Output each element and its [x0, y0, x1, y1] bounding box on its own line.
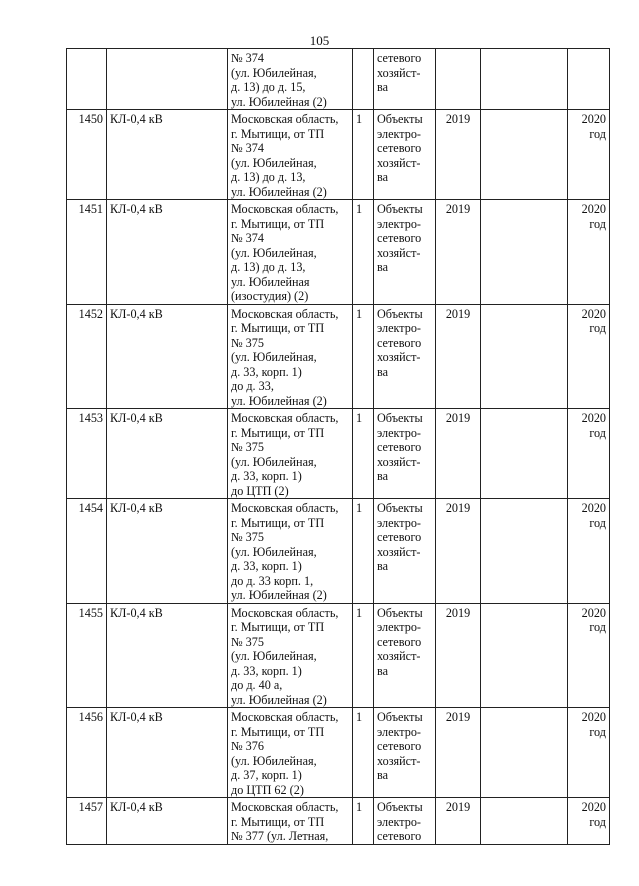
object-type: КЛ-0,4 кВ [107, 200, 228, 305]
address-line: ул. Юбилейная (2) [231, 393, 327, 408]
address-line: Московская область, [231, 710, 339, 724]
category-line: сетевого [377, 335, 422, 350]
address-line: (ул. Юбилейная, [231, 245, 317, 260]
object-category [374, 409, 436, 499]
address-line: д. 13) до д. 13, [231, 170, 306, 184]
address-line: (ул. Юбилейная, [231, 65, 317, 80]
address-line: (ул. Юбилейная, [231, 753, 317, 768]
address-line: Московская область, [231, 112, 339, 126]
object-address [228, 49, 353, 110]
category-line: ва [377, 364, 389, 379]
category-line: сетевого [377, 829, 422, 843]
category-line: сетевого [377, 231, 422, 245]
quantity: 1 [353, 409, 374, 499]
address-line: (ул. Юбилейная, [231, 649, 317, 663]
object-category [374, 110, 436, 200]
empty-cell [481, 798, 568, 845]
planned-year-line: 2020 [581, 501, 606, 515]
object-address [228, 798, 353, 845]
registry-table [66, 48, 610, 845]
page-number: 105 [309, 33, 330, 48]
planned-year [568, 499, 610, 604]
category-line: Объекты [377, 605, 423, 620]
year: 2019 [436, 304, 481, 409]
address-line: № 375 [231, 530, 264, 544]
category-line: хозяйст- [377, 65, 421, 80]
address-line: ул. Юбилейная (2) [231, 588, 327, 602]
quantity: 1 [353, 798, 374, 845]
registry-rows [67, 49, 610, 845]
planned-year-line: год [589, 216, 606, 231]
address-line: д. 33, корп. 1) [231, 663, 302, 678]
row-number: 1450 [67, 110, 107, 200]
row-number: 1451 [67, 200, 107, 305]
table-row [67, 708, 610, 798]
address-line: № 377 (ул. Летная, [231, 829, 329, 843]
category-line: электро- [377, 724, 421, 739]
row-number [67, 49, 107, 110]
planned-year [568, 409, 610, 499]
address-line: г. Мытищи, от ТП [231, 216, 325, 231]
address-line: (ул. Юбилейная, [231, 454, 317, 469]
category-line: ва [377, 559, 389, 573]
address-line: д. 33, корп. 1) [231, 559, 302, 573]
object-type: КЛ-0,4 кВ [107, 798, 228, 845]
category-line: хозяйст- [377, 155, 421, 170]
category-line: сетевого [377, 141, 422, 155]
table-row [67, 200, 610, 305]
planned-year [568, 304, 610, 409]
table-row [67, 603, 610, 708]
year: 2019 [436, 499, 481, 604]
planned-year-line: 2020 [581, 306, 606, 321]
object-category [374, 603, 436, 708]
planned-year-line: год [589, 321, 606, 335]
table-row [67, 409, 610, 499]
object-type: КЛ-0,4 кВ [107, 603, 228, 708]
object-address [228, 708, 353, 798]
category-line: сетевого [377, 634, 422, 649]
address-line: (ул. Юбилейная, [231, 350, 317, 364]
table-row [67, 798, 610, 845]
address-line: № 374 [231, 51, 264, 65]
object-type: КЛ-0,4 кВ [107, 409, 228, 499]
table-row [67, 304, 610, 409]
quantity: 1 [353, 304, 374, 409]
category-line: ва [377, 260, 389, 274]
category-line: Объекты [377, 501, 423, 515]
planned-year-line: 2020 [581, 411, 606, 425]
address-line: д. 33, корп. 1) [231, 469, 302, 483]
quantity: 1 [353, 603, 374, 708]
quantity: 1 [353, 110, 374, 200]
category-line: электро- [377, 216, 421, 231]
empty-cell [481, 409, 568, 499]
category-line: ва [377, 170, 389, 184]
empty-cell [481, 200, 568, 305]
category-line: сетевого [377, 530, 422, 544]
object-category [374, 798, 436, 845]
address-line: г. Мытищи, от ТП [231, 425, 325, 440]
category-line: хозяйст- [377, 544, 421, 559]
category-line: Объекты [377, 800, 423, 814]
category-line: сетевого [377, 739, 422, 753]
address-line: Московская область, [231, 800, 339, 814]
quantity: 1 [353, 708, 374, 798]
address-line: до ЦТП 62 (2) [231, 782, 304, 797]
planned-year-line: 2020 [581, 710, 606, 724]
object-category [374, 304, 436, 409]
address-line: г. Мытищи, от ТП [231, 515, 325, 530]
object-category [374, 200, 436, 305]
object-address [228, 409, 353, 499]
category-line: ва [377, 469, 389, 483]
table-row [67, 499, 610, 604]
object-category [374, 499, 436, 604]
quantity [353, 49, 374, 110]
empty-cell [481, 708, 568, 798]
year [436, 49, 481, 110]
category-line: сетевого [377, 440, 422, 454]
year: 2019 [436, 110, 481, 200]
address-line: Московская область, [231, 501, 339, 515]
object-address [228, 110, 353, 200]
planned-year [568, 49, 610, 110]
row-number: 1455 [67, 603, 107, 708]
row-number: 1456 [67, 708, 107, 798]
address-line: ул. Юбилейная (2) [231, 94, 327, 109]
category-line: ва [377, 663, 389, 678]
empty-cell [481, 304, 568, 409]
address-line: г. Мытищи, от ТП [231, 724, 325, 739]
category-line: хозяйст- [377, 245, 421, 260]
address-line: № 375 [231, 440, 264, 454]
planned-year [568, 200, 610, 305]
planned-year-line: 2020 [581, 202, 606, 216]
address-line: г. Мытищи, от ТП [231, 620, 325, 634]
empty-cell [481, 499, 568, 604]
address-line: до д. 33, [231, 379, 274, 393]
address-line: Московская область, [231, 306, 339, 321]
address-line: до д. 40 а, [231, 678, 283, 692]
category-line: Объекты [377, 306, 423, 321]
address-line: Московская область, [231, 605, 339, 620]
address-line: д. 13) до д. 13, [231, 260, 306, 274]
row-number: 1453 [67, 409, 107, 499]
category-line: сетевого [377, 51, 422, 65]
planned-year-line: год [589, 620, 606, 634]
category-line: электро- [377, 425, 421, 440]
address-line: № 375 [231, 335, 264, 350]
object-category [374, 49, 436, 110]
row-number: 1452 [67, 304, 107, 409]
planned-year [568, 110, 610, 200]
category-line: Объекты [377, 112, 423, 126]
object-category [374, 708, 436, 798]
empty-cell [481, 110, 568, 200]
category-line: хозяйст- [377, 350, 421, 364]
empty-cell [481, 49, 568, 110]
object-address [228, 304, 353, 409]
object-address [228, 200, 353, 305]
object-address [228, 499, 353, 604]
row-number: 1454 [67, 499, 107, 604]
planned-year-line: год [589, 724, 606, 739]
planned-year [568, 708, 610, 798]
address-line: (ул. Юбилейная, [231, 544, 317, 559]
object-type: КЛ-0,4 кВ [107, 304, 228, 409]
address-line: Московская область, [231, 202, 339, 216]
address-line: № 375 [231, 634, 264, 649]
category-line: хозяйст- [377, 753, 421, 768]
year: 2019 [436, 708, 481, 798]
address-line: г. Мытищи, от ТП [231, 126, 325, 141]
address-line: № 374 [231, 141, 264, 155]
object-type [107, 49, 228, 110]
category-line: электро- [377, 515, 421, 530]
category-line: хозяйст- [377, 454, 421, 469]
planned-year [568, 603, 610, 708]
row-number: 1457 [67, 798, 107, 845]
category-line: ва [377, 768, 389, 782]
planned-year-line: 2020 [581, 112, 606, 126]
address-line: до ЦТП (2) [231, 483, 289, 498]
quantity: 1 [353, 499, 374, 604]
address-line: д. 37, корп. 1) [231, 768, 302, 782]
category-line: Объекты [377, 710, 423, 724]
planned-year-line: 2020 [581, 605, 606, 620]
address-line: (ул. Юбилейная, [231, 155, 317, 170]
planned-year [568, 798, 610, 845]
category-line: электро- [377, 126, 421, 141]
year: 2019 [436, 409, 481, 499]
year: 2019 [436, 603, 481, 708]
category-line: Объекты [377, 411, 423, 425]
year: 2019 [436, 200, 481, 305]
address-line: д. 13) до д. 15, [231, 80, 306, 94]
category-line: электро- [377, 321, 421, 335]
year: 2019 [436, 798, 481, 845]
category-line: электро- [377, 814, 421, 829]
quantity: 1 [353, 200, 374, 305]
planned-year-line: 2020 [581, 800, 606, 814]
address-line: (изостудия) (2) [231, 289, 309, 303]
address-line: Московская область, [231, 411, 339, 425]
category-line: электро- [377, 620, 421, 634]
empty-cell [481, 603, 568, 708]
table-row [67, 49, 610, 110]
address-line: д. 33, корп. 1) [231, 364, 302, 379]
object-address [228, 603, 353, 708]
address-line: ул. Юбилейная [231, 274, 310, 289]
address-line: г. Мытищи, от ТП [231, 814, 325, 829]
object-type: КЛ-0,4 кВ [107, 499, 228, 604]
address-line: г. Мытищи, от ТП [231, 321, 325, 335]
object-type: КЛ-0,4 кВ [107, 110, 228, 200]
address-line: № 374 [231, 231, 264, 245]
category-line: ва [377, 80, 389, 94]
address-line: ул. Юбилейная (2) [231, 184, 327, 199]
address-line: до д. 33 корп. 1, [231, 573, 314, 588]
planned-year-line: год [589, 515, 606, 530]
table-row [67, 110, 610, 200]
planned-year-line: год [589, 126, 606, 141]
planned-year-line: год [589, 814, 606, 829]
address-line: ул. Юбилейная (2) [231, 692, 327, 707]
category-line: хозяйст- [377, 649, 421, 663]
planned-year-line: год [589, 425, 606, 440]
object-type: КЛ-0,4 кВ [107, 708, 228, 798]
category-line: Объекты [377, 202, 423, 216]
address-line: № 376 [231, 739, 264, 753]
